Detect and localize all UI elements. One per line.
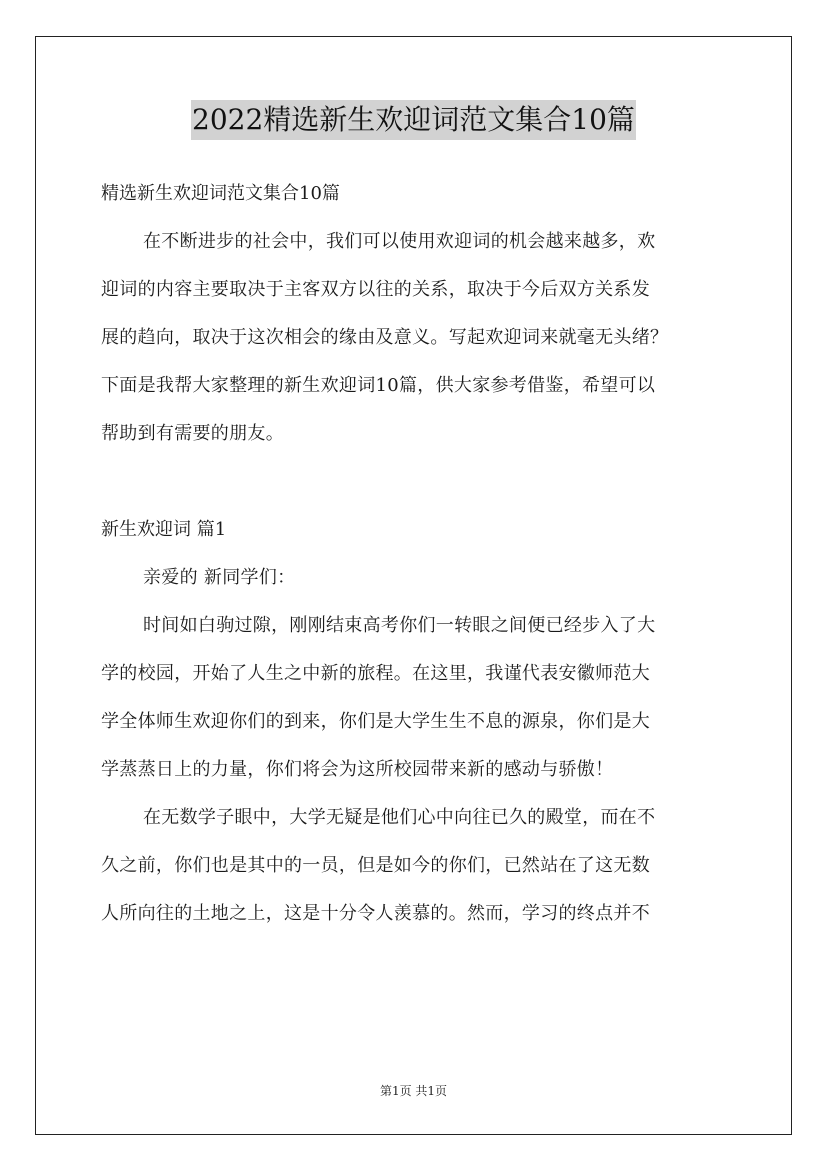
- document-subtitle: 精选新生欢迎词范文集合10篇: [101, 183, 340, 204]
- intro-line: 在不断进步的社会中，我们可以使用欢迎词的机会越来越多，欢: [143, 231, 656, 252]
- paragraph-line: 在无数学子眼中，大学无疑是他们心中向往已久的殿堂，而在不: [143, 807, 656, 828]
- paragraph-line: 时间如白驹过隙，刚刚结束高考你们一转眼之间便已经步入了大: [143, 615, 656, 636]
- paragraph-line: 学的校园，开始了人生之中新的旅程。在这里，我谨代表安徽师范大: [101, 663, 650, 684]
- intro-line: 迎词的内容主要取决于主客双方以往的关系，取决于今后双方关系发: [101, 279, 650, 300]
- intro-line: 下面是我帮大家整理的新生欢迎词10篇，供大家参考借鉴，希望可以: [101, 375, 656, 396]
- paragraph-line: 久之前，你们也是其中的一员，但是如今的你们，已然站在了这无数: [101, 855, 650, 876]
- paragraph-line: 学全体师生欢迎你们的到来，你们是大学生生不息的源泉，你们是大: [101, 711, 650, 732]
- document-title: 2022精选新生欢迎词范文集合10篇: [191, 100, 636, 140]
- intro-line: 展的趋向，取决于这次相会的缘由及意义。写起欢迎词来就毫无头绪？: [101, 327, 669, 348]
- page-footer: 第1页 共1页: [379, 1084, 448, 1098]
- section-heading: 新生欢迎词 篇1: [101, 519, 227, 540]
- paragraph-line: 人所向往的土地之上，这是十分令人羡慕的。然而，学习的终点并不: [101, 903, 650, 924]
- spacer: [101, 458, 727, 506]
- salutation: 亲爱的 新同学们：: [143, 567, 296, 588]
- intro-line: 帮助到有需要的朋友。: [101, 423, 284, 444]
- paragraph-line: 学蒸蒸日上的力量，你们将会为这所校园带来新的感动与骄傲！: [101, 759, 614, 780]
- document-body: [101, 170, 727, 938]
- document-title-block: [0, 100, 827, 140]
